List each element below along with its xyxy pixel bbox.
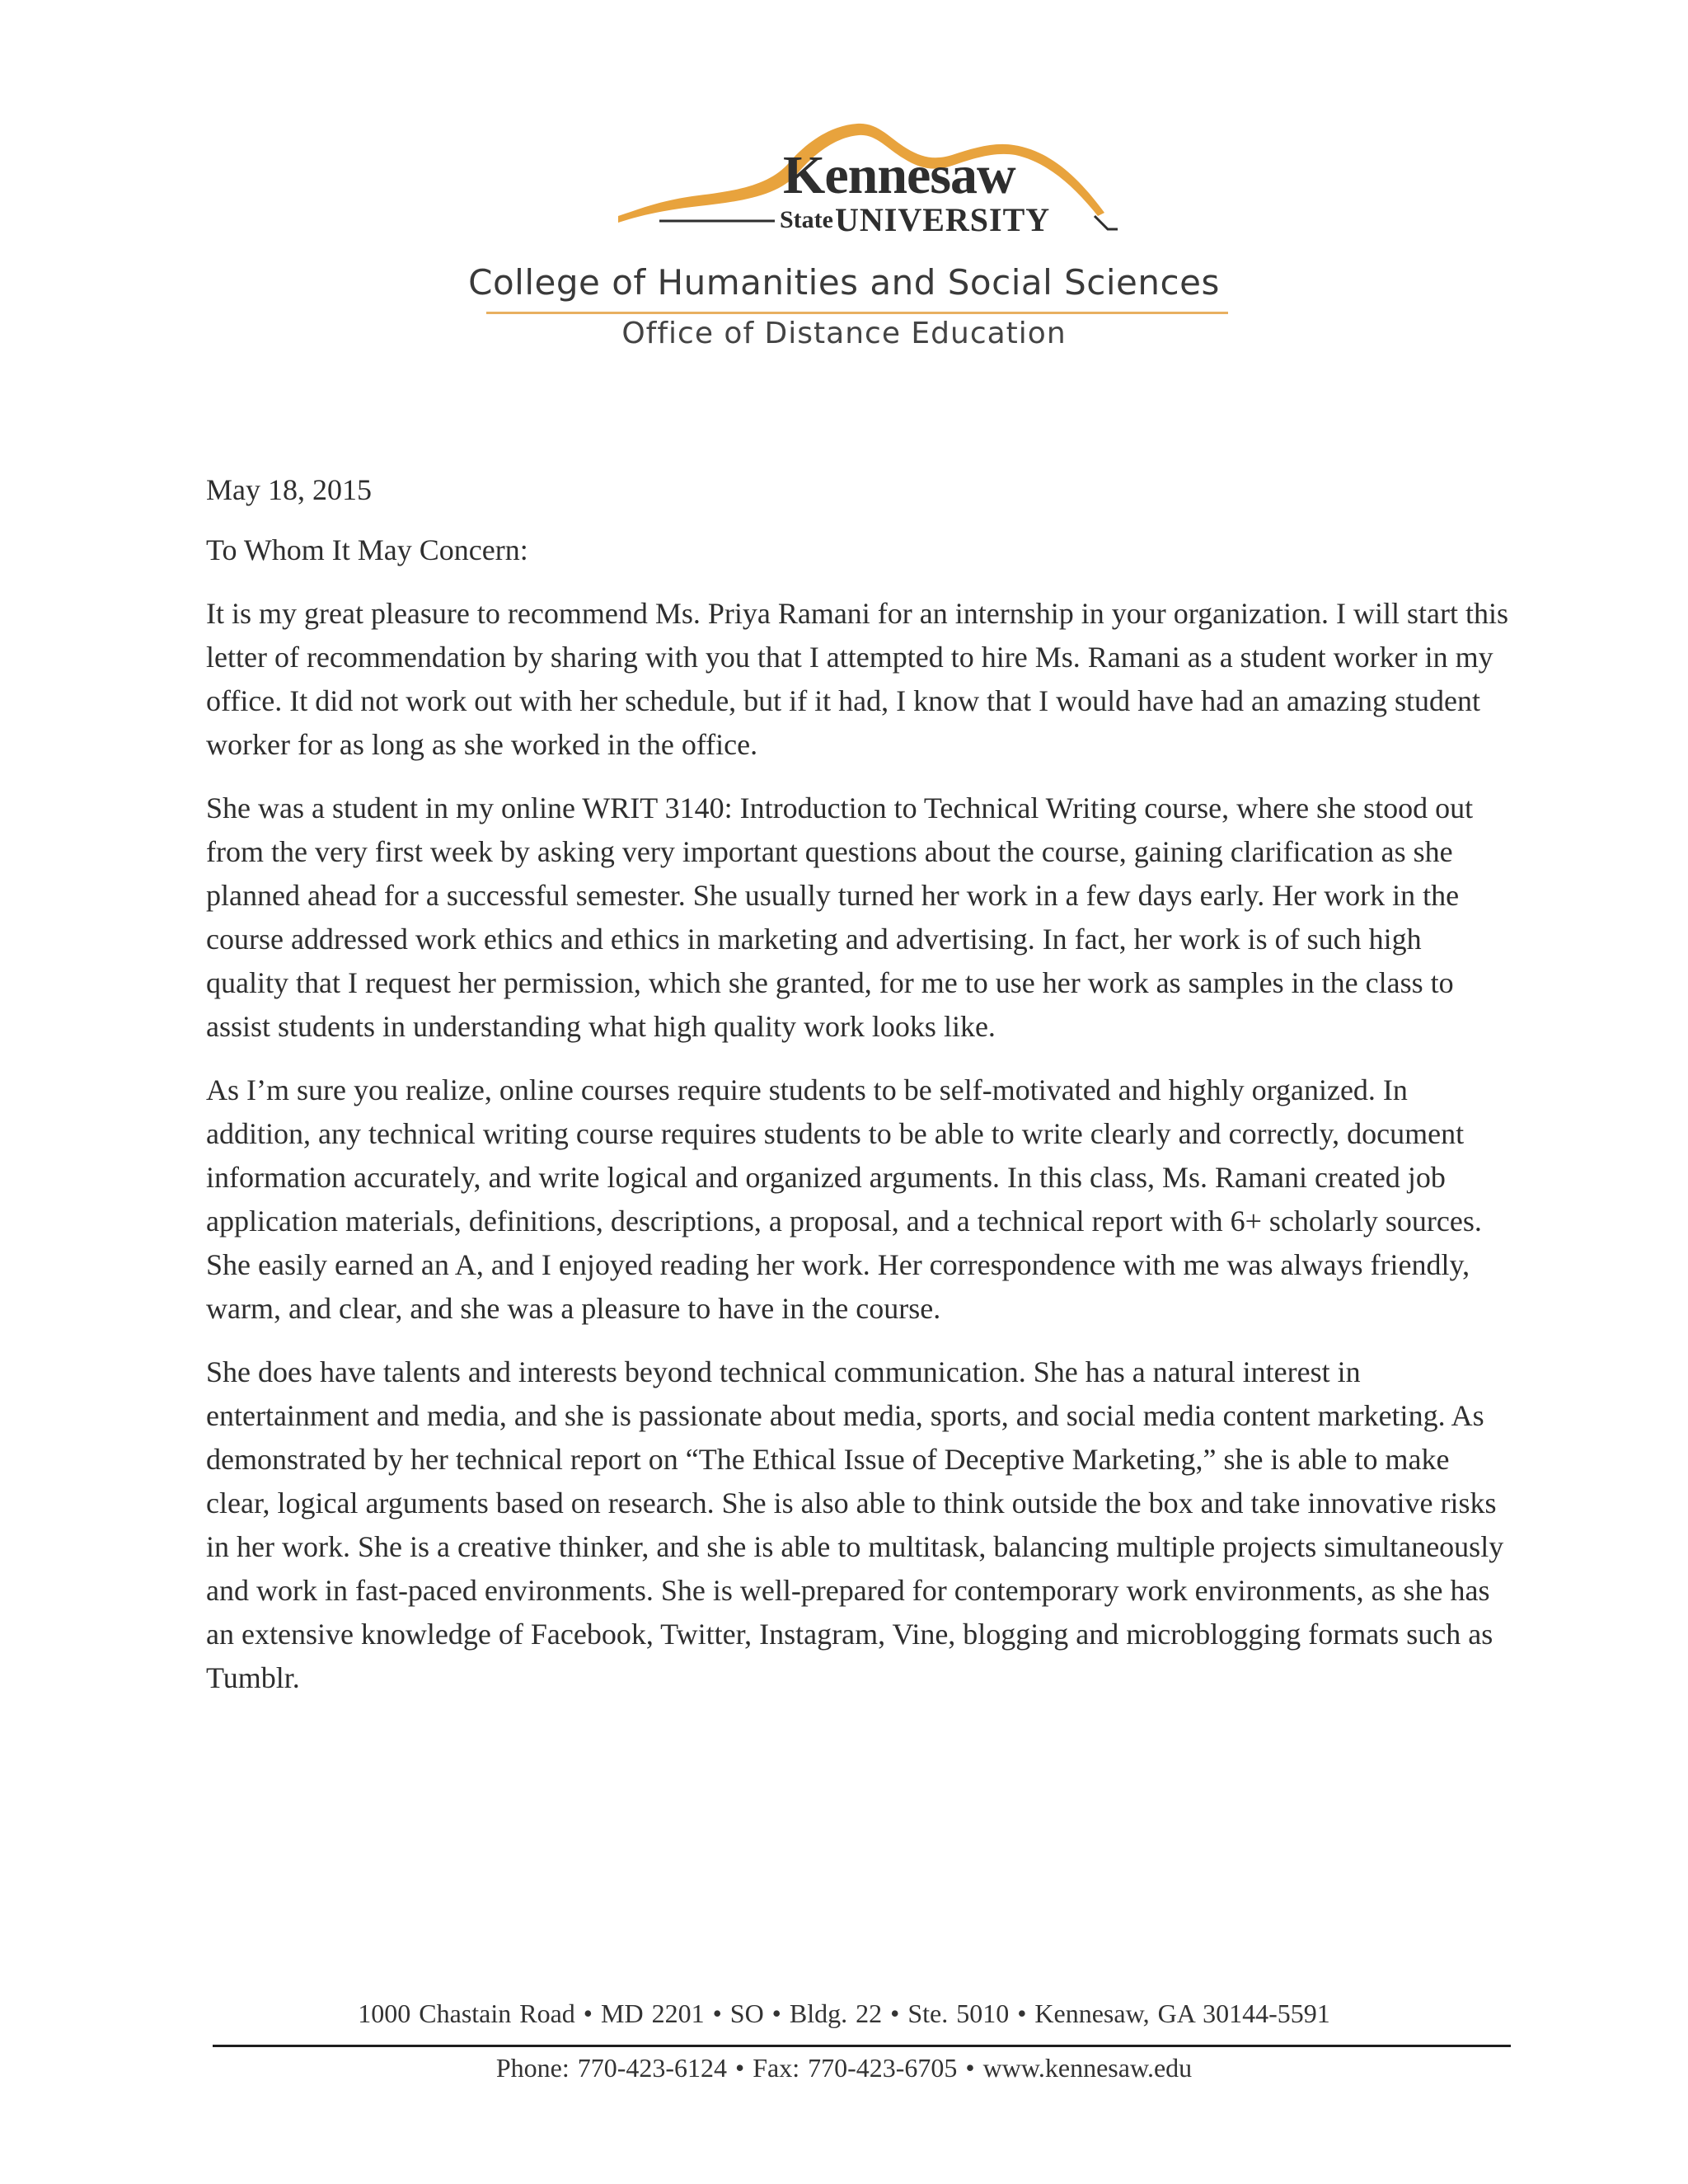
logo-university: UNIVERSITY (835, 201, 1051, 238)
footer-address: 1000 Chastain Road • MD 2201 • SO • Bldg. 22 • Ste. 5010 • Kennesaw, GA 30144-5591 (358, 1998, 1330, 2028)
footer-contact: Phone: 770-423-6124 • Fax: 770-423-6705 • www.kennesaw.edu (495, 2053, 1193, 2083)
office-name: Office of Distance Education (621, 317, 1067, 350)
paragraph-1: It is my great pleasure to recommend Ms. Priya Ramani for an internship in your organization. I will start this letter of recommendation by sharing with you that I attempted to hire Ms. Ramani as a student worker in my office. It did not work out with her schedule, but if it had, I know that I would have had an amazing student worker for as long as she worked in the office. (206, 597, 1508, 761)
letter-body (206, 468, 1508, 1720)
logo-state: State (780, 206, 833, 233)
paragraph-4: She does have talents and interests beyond technical communication. She has a natural interest in entertainment and media, and she is passionate about media, sports, and social media content marketing. As demonstrated by her technical report on “The Ethical Issue of Deceptive Marketing,” she is able to make clear, logical arguments based on research. She is also able to think outside the box and take innovative risks in her work. She is a creative thinker, and she is able to multitask, balancing multiple projects simultaneously and work in fast-paced environments. She is well-prepared for contemporary work environments, as she has an extensive knowledge of Facebook, Twitter, Instagram, Vine, blogging and microblogging formats such as Tumblr. (206, 1355, 1504, 1694)
logo-name: Kennesaw (783, 145, 1015, 205)
letter-date: May 18, 2015 (206, 473, 372, 506)
paragraph-3: As I’m sure you realize, online courses require students to be self-motivated and highly organized. In addition, any technical writing course requires students to be able to write clearly and correctly, document information accurately, and write logical and organized arguments. In this class, Ms. Ramani created job application materials, definitions, descriptions, a proposal, and a technical report with 6+ scholarly sources. She easily earned an A, and I enjoyed reading her work. Her correspondence with me was always friendly, warm, and clear, and she was a pleasure to have in the course. (206, 1073, 1482, 1325)
letter-salutation: To Whom It May Concern: (206, 533, 528, 566)
letterhead (0, 0, 1688, 363)
college-name: College of Humanities and Social Sciences (468, 262, 1220, 303)
college-divider (486, 312, 1228, 314)
paragraph-2: She was a student in my online WRIT 3140: Introduction to Technical Writing course, where she stood out from the very first week by asking very important questions about the course, gaining clarification as she planned ahead for a successful semester. She usually turned her work in a few days early. Her work in the course addressed work ethics and ethics in marketing and advertising. In fact, her work is of such high quality that I request her permission, which she granted, for me to use her work as samples in the class to assist students in understanding what high quality work looks like. (206, 791, 1474, 1043)
footer-divider (213, 2045, 1511, 2047)
logo-tail (1095, 216, 1118, 229)
